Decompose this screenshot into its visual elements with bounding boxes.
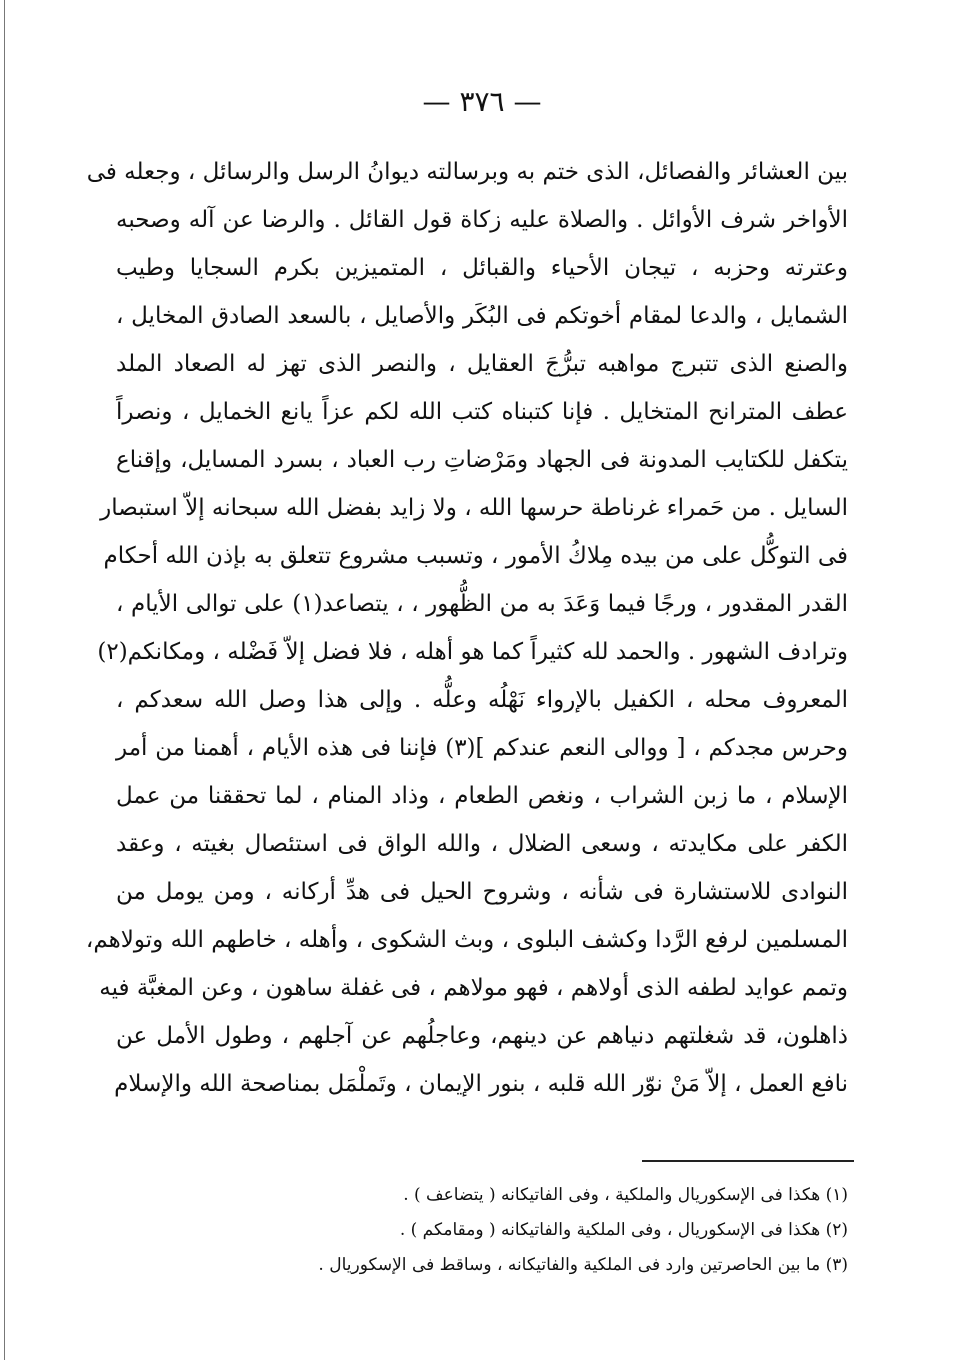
text-line: وتمم عوايد لطفه الذى أولاهم ، فهو مولاهم ، فى غفلة ساهون ، وعن المغبَّة فيه xyxy=(99,975,848,1001)
body-text xyxy=(85,148,848,1108)
text-line: عطف المترانح المتخايل . فإنا كتبناه كتب الله لكم عزاً يانع الخمايل ، ونصراً xyxy=(116,399,848,425)
text-line: الشمايل ، والدعا لمقام أخوتكم فى البُكَر والأصايل ، بالسعد الصادق المخايل ، xyxy=(116,303,848,329)
text-line: الإسلام ، ما زبن الشراب ، ونغص الطعام ، وذاد المنام ، لما تحققنا من عمل xyxy=(116,783,848,809)
footnote-divider xyxy=(642,1160,854,1162)
scan-edge-line xyxy=(4,0,5,1360)
text-line: وعترته وحزبه ، تيجان الأحياء والقبائل ، المتميزين بكرم السجايا وطيب xyxy=(116,255,848,281)
text-line: والصنع الذى تتبرج مواهبه تبرُّجَ العقايل ، والنصر الذى تهز له الصعاد الملد xyxy=(116,351,848,377)
footnotes xyxy=(108,1178,848,1283)
text-line: السايل . من حَمراء غرناطة حرسها الله ، ولا زايد بفضل الله سبحانه إلاّ استبصار xyxy=(100,495,848,521)
text-line: بين العشائر والفصائل، الذى ختم به وبرسالته ديوانُ الرسل والرسائل ، وجعله فى xyxy=(86,159,848,185)
text-line: القدر المقدور ، ورجًا فيما وَعَدَ به من الظُّهور ، ، يتصاعد(١) على توالى الأيام ، xyxy=(116,591,848,617)
text-line: نافع العمل ، إلاّ مَنْ نوّر الله قلبه ، بنور الإيمان ، وتَملْمَل بمناصحة الله والإسلام xyxy=(114,1071,848,1097)
text-line: وحرس مجدكم ، [ ووالى النعم عندكم ](٣) فإننا فى هذه الأيام ، أهمنا من أمر xyxy=(116,735,848,761)
text-line: الكفر على مكايدته ، وسعى الضلال ، والله الواق فى استئصال بغيته ، وعقد xyxy=(116,831,848,857)
text-line: المسلمين لرفع الرَّدا وكشف البلوى ، وبث الشكوى ، وأهله ، خاطهم الله وتولاهم، xyxy=(85,927,848,953)
page-number: — ٣٧٦ — xyxy=(422,85,542,118)
text-line: الأواخر شرف الأوائل . والصلاة عليه زكاة قول القائل . والرضا عن آله وصحبه xyxy=(116,207,848,233)
text-line: ذاهلون، قد شغلتهم دنياهم عن دينهم، وعاجلُهم عن آجلهم ، وطول الأمل عن xyxy=(116,1023,848,1049)
footnote: (١) هكذا فى الإسكوريال والملكية ، وفى الفاتيكانه ( يتضاعف ) . xyxy=(403,1185,848,1205)
text-line: وترادف الشهور . والحمد لله كثيراً كما هو أهله ، فلا فضل إلاّ فَضْله ، ومكانكم(٢) xyxy=(97,639,848,665)
footnote: (٣) ما بين الحاصرتين وارد فى الملكية والفاتيكانه ، وساقط فى الإسكوريال . xyxy=(318,1255,848,1275)
text-line: فى التوكُّل على من بيده مِلاكُ الأمور ، وتسبب مشروع تتعلق به بإذن الله أحكام xyxy=(103,543,848,569)
text-line: يتكفل للكتايب المدونة فى الجهاد ومَرْضاتِ رب العباد ، بسرد المسايل، وإقناع xyxy=(116,447,848,473)
footnote: (٢) هكذا فى الإسكوريال ، وفى الملكية والفاتيكانه ( ومقامكم ) . xyxy=(399,1220,848,1240)
text-line: النوادى للاستشارة فى شأنه ، وشروح الحيل فى هدِّ أركانه ، ومن يومل من xyxy=(116,879,848,905)
text-line: المعروف محله ، الكفيل بالإرواء نَهْلُه وعلُّه . وإلى هذا وصل الله سعدكم ، xyxy=(116,687,848,713)
